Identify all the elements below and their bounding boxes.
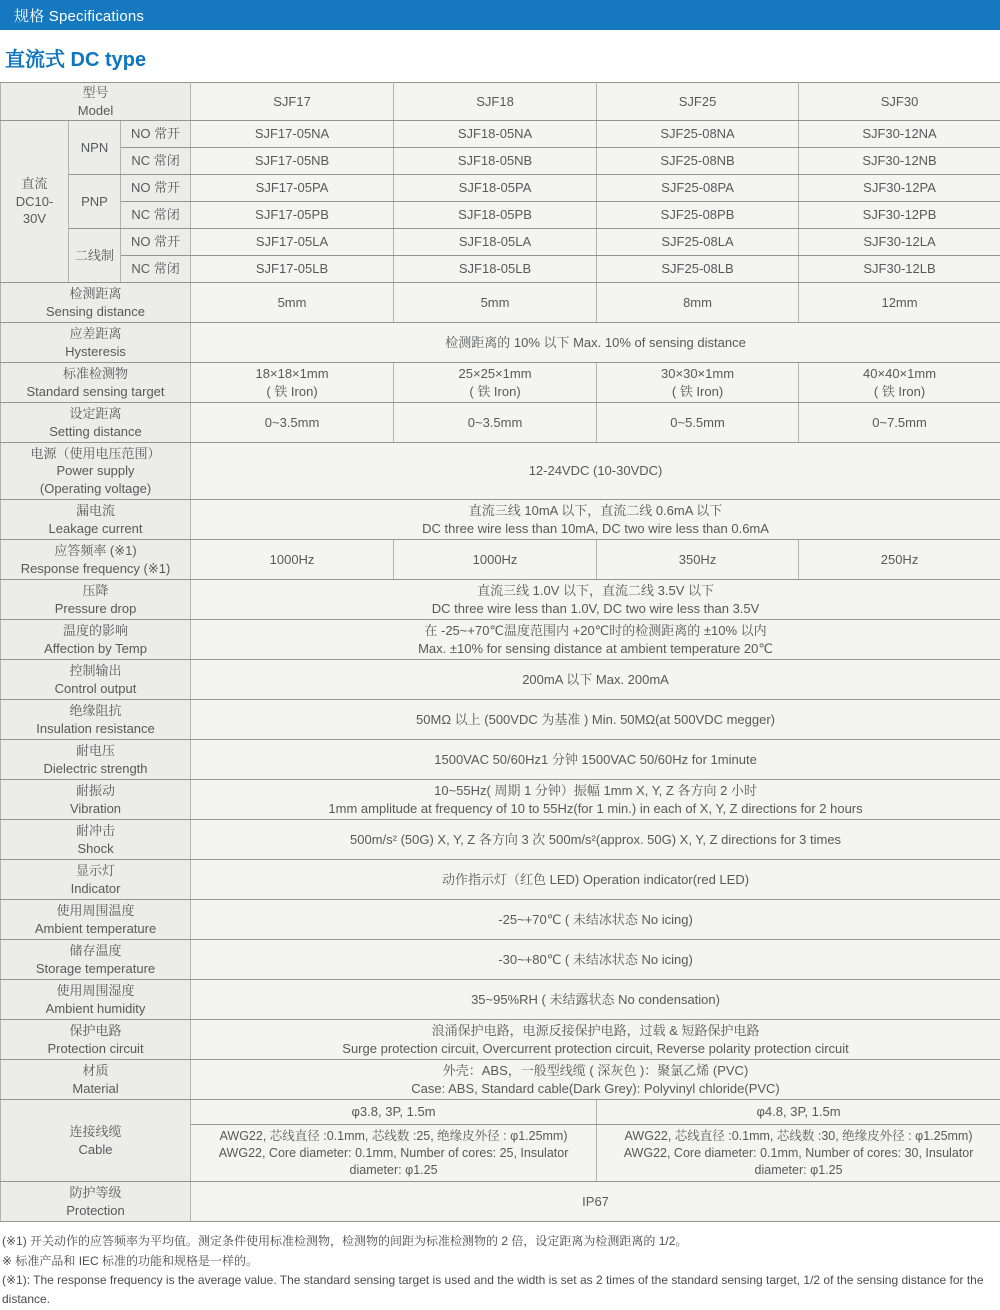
cable-detail-left: AWG22, 芯线直径 :0.1mm, 芯线数 :25, 绝缘皮外径 : φ1.25mm) AWG22, Core diameter: 0.1mm, Number of cores: 25, Insulator diameter: φ1.25 (191, 1125, 597, 1182)
label-zh: 耐振动 (5, 782, 186, 800)
spec-value: 40×40×1mm ( 铁 Iron) (799, 363, 1000, 403)
model-header-zh: 型号 (5, 84, 186, 102)
label-en: Ambient humidity (5, 1000, 186, 1018)
specifications-table (0, 82, 1000, 1222)
label-en: Hysteresis (5, 343, 186, 361)
model-header-en: Model (5, 102, 186, 120)
section-title: 直流式 DC type (5, 43, 1000, 72)
spec-value: 18×18×1mm ( 铁 Iron) (191, 363, 394, 403)
spec-value-span: 500m/s² (50G) X, Y, Z 各方向 3 次 500m/s²(approx. 50G) X, Y, Z directions for 3 times (191, 820, 1000, 860)
model-cell: SJF25-08NA (597, 121, 799, 148)
contact-label: NC 常闭 (121, 256, 191, 283)
output-type-npn: NPN (69, 121, 121, 175)
spec-row-ambient-temperature (1, 900, 1000, 940)
label-zh: 设定距离 (5, 405, 186, 423)
model-cell: SJF30-12PB (799, 202, 1000, 229)
spec-row-dielectric-strength (1, 740, 1000, 780)
label-zh: 绝缘阻抗 (5, 702, 186, 720)
model-row-2wire-no (1, 229, 1000, 256)
page-header-bar (0, 0, 1000, 30)
model-cell: SJF18-05NA (394, 121, 597, 148)
output-type-pnp: PNP (69, 175, 121, 229)
row-label (1, 363, 191, 403)
label-zh: 连接线缆 (5, 1123, 186, 1141)
label-zh: 电源（使用电压范围） (5, 445, 186, 463)
label-en: Leakage current (5, 520, 186, 538)
model-cell: SJF25-08NB (597, 148, 799, 175)
label-en: Protection circuit (5, 1040, 186, 1058)
spec-row-response-frequency (1, 540, 1000, 580)
label-en: Insulation resistance (5, 720, 186, 738)
label-en: Affection by Temp (5, 640, 186, 658)
spec-row-protection-circuit (1, 1020, 1000, 1060)
model-row-pnp-no (1, 175, 1000, 202)
contact-label: NC 常闭 (121, 202, 191, 229)
spec-row-vibration (1, 780, 1000, 820)
row-label (1, 860, 191, 900)
spec-row-sensing-distance (1, 283, 1000, 323)
spec-value-span: 浪涌保护电路，电源反接保护电路，过载 & 短路保护电路 Surge protection circuit, Overcurrent protection circuit, Reverse polarity protection circuit (191, 1020, 1000, 1060)
row-label (1, 900, 191, 940)
label-en: Protection (5, 1202, 186, 1220)
spec-row-power-supply (1, 443, 1000, 500)
cable-size-left: φ3.8, 3P, 1.5m (191, 1100, 597, 1125)
model-header-label (1, 83, 191, 121)
row-label (1, 540, 191, 580)
model-row-2wire-nc (1, 256, 1000, 283)
label-zh: 耐电压 (5, 742, 186, 760)
spec-value-span: 50MΩ 以上 (500VDC 为基准 ) Min. 50MΩ(at 500VDC megger) (191, 700, 1000, 740)
model-cell: SJF30-12NA (799, 121, 1000, 148)
model-column-sjf17: SJF17 (191, 83, 394, 121)
row-label (1, 980, 191, 1020)
spec-value-span: 检测距离的 10% 以下 Max. 10% of sensing distance (191, 323, 1000, 363)
row-label (1, 443, 191, 500)
model-cell: SJF17-05PA (191, 175, 394, 202)
row-label (1, 580, 191, 620)
row-label (1, 1100, 191, 1182)
spec-value-span: 1500VAC 50/60Hz1 分钟 1500VAC 50/60Hz for 1minute (191, 740, 1000, 780)
spec-value: 0~5.5mm (597, 403, 799, 443)
spec-value: 8mm (597, 283, 799, 323)
row-label (1, 660, 191, 700)
spec-value-span: 35~95%RH ( 未结露状态 No condensation) (191, 980, 1000, 1020)
row-label (1, 820, 191, 860)
spec-row-hysteresis (1, 323, 1000, 363)
spec-row-protection (1, 1182, 1000, 1222)
model-row-npn-no (1, 121, 1000, 148)
row-label (1, 1060, 191, 1100)
spec-value: 0~3.5mm (191, 403, 394, 443)
label-en: Indicator (5, 880, 186, 898)
model-cell: SJF17-05LB (191, 256, 394, 283)
spec-row-shock (1, 820, 1000, 860)
label-en: Control output (5, 680, 186, 698)
spec-row-ambient-humidity (1, 980, 1000, 1020)
output-type-two-wire: 二线制 (69, 229, 121, 283)
cable-detail-right: AWG22, 芯线直径 :0.1mm, 芯线数 :30, 绝缘皮外径 : φ1.25mm) AWG22, Core diameter: 0.1mm, Number of cores: 30, Insulator diameter: φ1.25 (597, 1125, 1000, 1182)
label-en: Response frequency (※1) (5, 560, 186, 578)
spec-row-temp-affection (1, 620, 1000, 660)
label-zh: 漏电流 (5, 502, 186, 520)
spec-row-leakage-current (1, 500, 1000, 540)
spec-value: 0~7.5mm (799, 403, 1000, 443)
model-cell: SJF18-05LA (394, 229, 597, 256)
row-label (1, 323, 191, 363)
label-en: Setting distance (5, 423, 186, 441)
row-label (1, 940, 191, 980)
spec-value-span: IP67 (191, 1182, 1000, 1222)
model-cell: SJF30-12PA (799, 175, 1000, 202)
label-en: Vibration (5, 800, 186, 818)
label-en: (Operating voltage) (5, 480, 186, 498)
footnote-1: (※1) 开关动作的应答频率为平均值。测定条件使用标准检测物，检测物的间距为标准检测物的 2 倍，设定距离为检测距离的 1/2。 (2, 1232, 1000, 1251)
model-row-npn-nc (1, 148, 1000, 175)
spec-row-storage-temperature (1, 940, 1000, 980)
contact-label: NC 常闭 (121, 148, 191, 175)
model-cell: SJF18-05PA (394, 175, 597, 202)
model-row-pnp-nc (1, 202, 1000, 229)
spec-value-span: 200mA 以下 Max. 200mA (191, 660, 1000, 700)
row-label (1, 620, 191, 660)
spec-value: 0~3.5mm (394, 403, 597, 443)
label-zh: 保护电路 (5, 1022, 186, 1040)
model-cell: SJF25-08LA (597, 229, 799, 256)
row-label (1, 283, 191, 323)
label-zh: 检测距离 (5, 285, 186, 303)
spec-value: 1000Hz (191, 540, 394, 580)
label-zh: 压降 (5, 582, 186, 600)
spec-row-indicator (1, 860, 1000, 900)
model-column-sjf25: SJF25 (597, 83, 799, 121)
label-en: Standard sensing target (5, 383, 186, 401)
label-en: Sensing distance (5, 303, 186, 321)
row-label (1, 500, 191, 540)
model-cell: SJF30-12LB (799, 256, 1000, 283)
spec-row-control-output (1, 660, 1000, 700)
row-label (1, 1020, 191, 1060)
spec-value-span: 12-24VDC (10-30VDC) (191, 443, 1000, 500)
label-zh: 防护等级 (5, 1184, 186, 1202)
label-zh: 应答频率 (※1) (5, 542, 186, 560)
label-en: Ambient temperature (5, 920, 186, 938)
spec-value-span: 10~55Hz( 周期 1 分钟）振幅 1mm X, Y, Z 各方向 2 小时 1mm amplitude at frequency of 10 to 55Hz(for 1 min.) in each of X, Y, Z directions for 2 hours (191, 780, 1000, 820)
spec-value: 350Hz (597, 540, 799, 580)
model-cell: SJF30-12LA (799, 229, 1000, 256)
model-cell: SJF17-05LA (191, 229, 394, 256)
spec-row-cable-size (1, 1100, 1000, 1125)
spec-value: 30×30×1mm ( 铁 Iron) (597, 363, 799, 403)
model-cell: SJF18-05LB (394, 256, 597, 283)
power-group-en: DC10-30V (5, 193, 64, 228)
label-zh: 耐冲击 (5, 822, 186, 840)
model-column-sjf18: SJF18 (394, 83, 597, 121)
label-en: Cable (5, 1141, 186, 1159)
row-label (1, 740, 191, 780)
model-cell: SJF30-12NB (799, 148, 1000, 175)
model-cell: SJF25-08PB (597, 202, 799, 229)
power-group-zh: 直流 (5, 175, 64, 193)
row-label (1, 780, 191, 820)
contact-label: NO 常开 (121, 121, 191, 148)
power-group-label (1, 121, 69, 283)
footnote-3: (※1): The response frequency is the average value. The standard sensing target is used and the width is set as 2 times of the standard sensing target, 1/2 of the sensing distance for the distance. (2, 1271, 1000, 1310)
spec-value: 12mm (799, 283, 1000, 323)
label-zh: 储存温度 (5, 942, 186, 960)
label-en: Storage temperature (5, 960, 186, 978)
spec-row-insulation-resistance (1, 700, 1000, 740)
spec-value-span: 直流三线 10mA 以下，直流二线 0.6mA 以下 DC three wire less than 10mA, DC two wire less than 0.6mA (191, 500, 1000, 540)
label-zh: 温度的影响 (5, 622, 186, 640)
footnotes (2, 1232, 1000, 1310)
label-zh: 应差距离 (5, 325, 186, 343)
contact-label: NO 常开 (121, 175, 191, 202)
cable-size-right: φ4.8, 3P, 1.5m (597, 1100, 1000, 1125)
label-en: Material (5, 1080, 186, 1098)
spec-row-standard-target (1, 363, 1000, 403)
contact-label: NO 常开 (121, 229, 191, 256)
label-en: Pressure drop (5, 600, 186, 618)
model-header-row (1, 83, 1000, 121)
spec-value-span: 在 -25~+70℃温度范围内 +20℃时的检测距离的 ±10% 以内 Max. ±10% for sensing distance at ambient temperature 20℃ (191, 620, 1000, 660)
spec-value-span: 动作指示灯（红色 LED) Operation indicator(red LED) (191, 860, 1000, 900)
spec-value: 250Hz (799, 540, 1000, 580)
model-cell: SJF18-05NB (394, 148, 597, 175)
label-zh: 显示灯 (5, 862, 186, 880)
label-zh: 标准检测物 (5, 365, 186, 383)
spec-value: 1000Hz (394, 540, 597, 580)
spec-value-span: -25~+70℃ ( 未结冰状态 No icing) (191, 900, 1000, 940)
spec-value: 25×25×1mm ( 铁 Iron) (394, 363, 597, 403)
page-header-title: 规格 Specifications (14, 5, 144, 26)
spec-value: 5mm (394, 283, 597, 323)
label-zh: 使用周围湿度 (5, 982, 186, 1000)
row-label (1, 700, 191, 740)
spec-value-span: 外壳：ABS，一般型线缆 ( 深灰色 )：聚氯乙烯 (PVC) Case: ABS, Standard cable(Dark Grey): Polyvinyl chloride(PVC) (191, 1060, 1000, 1100)
row-label (1, 403, 191, 443)
model-cell: SJF18-05PB (394, 202, 597, 229)
spec-row-material (1, 1060, 1000, 1100)
model-column-sjf30: SJF30 (799, 83, 1000, 121)
model-cell: SJF25-08LB (597, 256, 799, 283)
model-cell: SJF17-05NA (191, 121, 394, 148)
spec-row-pressure-drop (1, 580, 1000, 620)
footnote-2: ※ 标准产品和 IEC 标准的功能和规格是一样的。 (2, 1252, 1000, 1271)
spec-row-setting-distance (1, 403, 1000, 443)
label-zh: 控制输出 (5, 662, 186, 680)
label-zh: 使用周围温度 (5, 902, 186, 920)
label-zh: 材质 (5, 1062, 186, 1080)
label-en: Power supply (5, 462, 186, 480)
spec-value: 5mm (191, 283, 394, 323)
spec-value-span: -30~+80℃ ( 未结冰状态 No icing) (191, 940, 1000, 980)
model-cell: SJF17-05NB (191, 148, 394, 175)
spec-value-span: 直流三线 1.0V 以下，直流二线 3.5V 以下 DC three wire less than 1.0V, DC two wire less than 3.5V (191, 580, 1000, 620)
row-label (1, 1182, 191, 1222)
model-cell: SJF17-05PB (191, 202, 394, 229)
label-en: Dielectric strength (5, 760, 186, 778)
model-cell: SJF25-08PA (597, 175, 799, 202)
label-en: Shock (5, 840, 186, 858)
